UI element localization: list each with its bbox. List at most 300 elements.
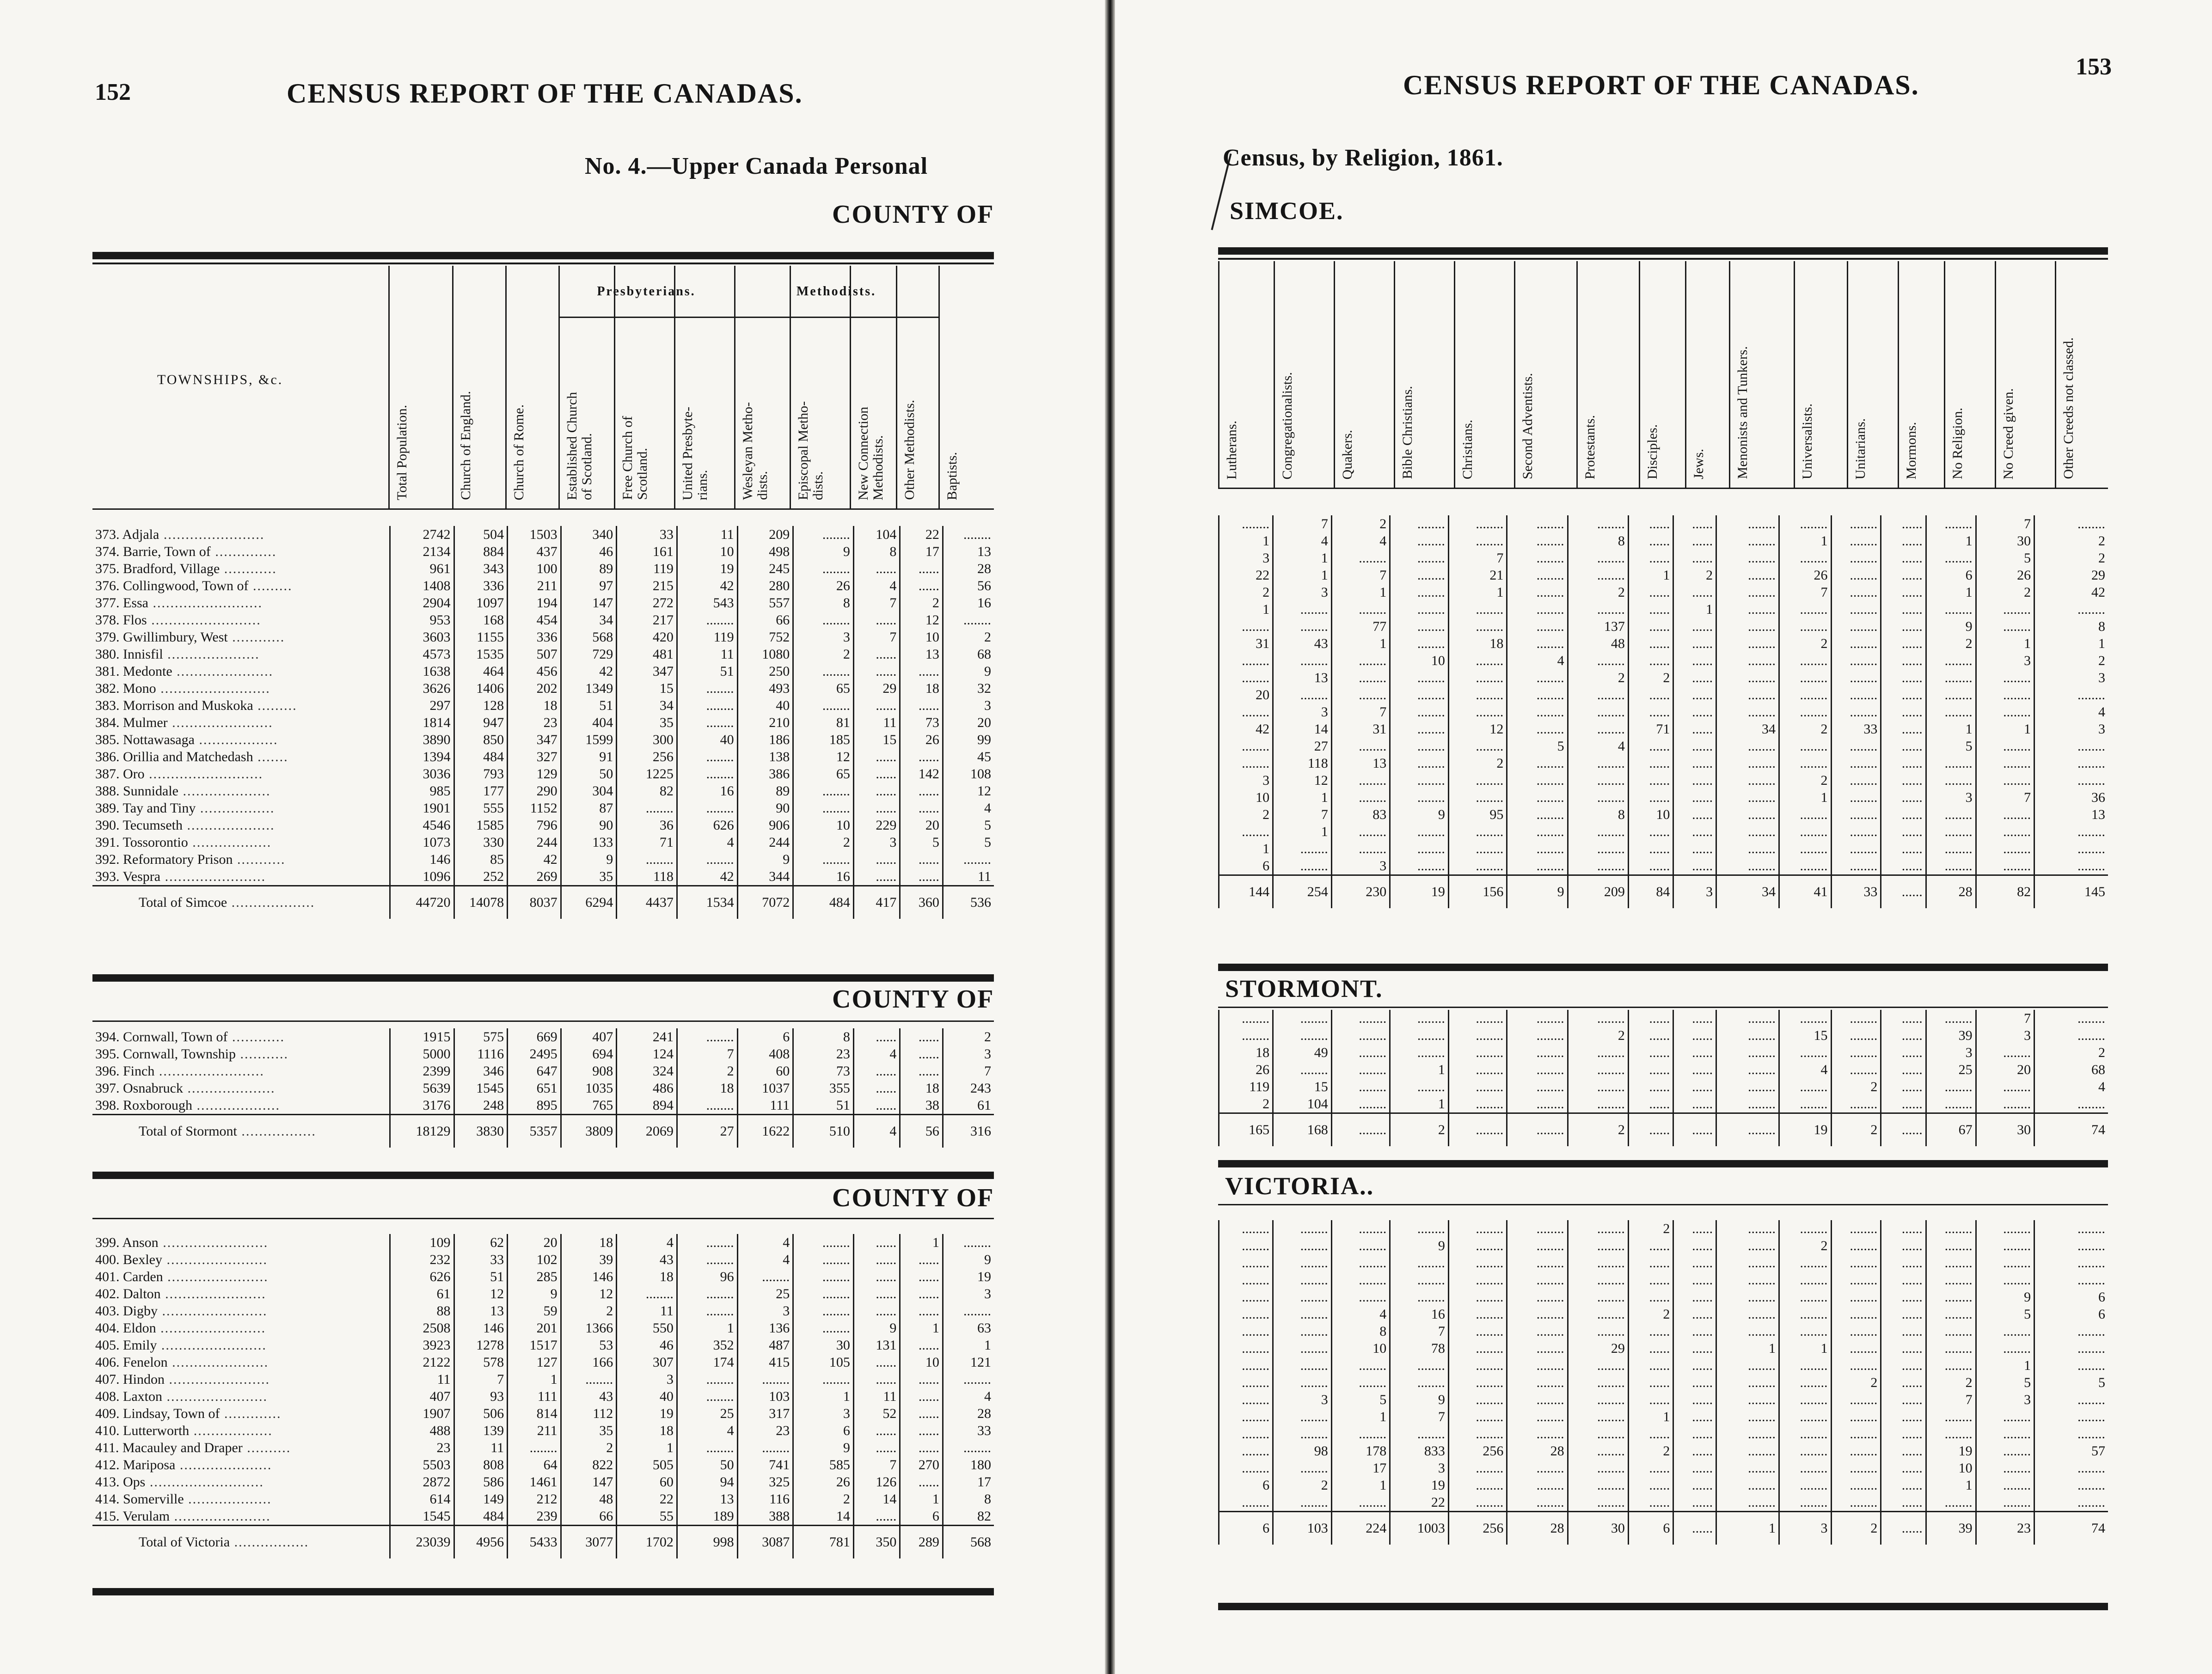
header-bottom-rule-right bbox=[1218, 488, 2108, 489]
table-row bbox=[1219, 823, 2108, 840]
township-name-text: 400. Bexley bbox=[95, 1252, 162, 1267]
cell-value: ...... bbox=[853, 1063, 900, 1080]
cell-value: 105 bbox=[793, 1354, 854, 1371]
cell-value: 1 bbox=[1976, 1357, 2034, 1374]
column-header: Episcopal Metho- dists. bbox=[796, 401, 826, 500]
cell-value: 498 bbox=[737, 543, 793, 560]
cell-value: 22 bbox=[1219, 567, 1273, 584]
cell-value: ........ bbox=[1779, 1306, 1831, 1323]
cell-value: ........ bbox=[677, 1302, 737, 1320]
cell-value: ........ bbox=[1507, 1460, 1568, 1477]
cell-value: 2 bbox=[2034, 652, 2108, 669]
cell-value: 11 bbox=[677, 526, 737, 543]
cell-value: 6 bbox=[900, 1508, 943, 1526]
cell-value: 614 bbox=[390, 1491, 454, 1508]
header-column-divider bbox=[388, 266, 390, 508]
cell-value: 9 bbox=[1926, 618, 1976, 635]
cell-value: 3 bbox=[1976, 1027, 2034, 1044]
cell-value: 404 bbox=[561, 714, 617, 731]
cell-value: 20 bbox=[943, 714, 994, 731]
cell-value: ........ bbox=[1568, 1408, 1628, 1425]
cell-value: ........ bbox=[1568, 1323, 1628, 1340]
cell-value: ........ bbox=[1568, 515, 1628, 532]
cell-value: 112 bbox=[561, 1405, 617, 1422]
cell-value: ...... bbox=[1881, 721, 1926, 738]
table-row bbox=[1219, 1027, 2108, 1044]
cell-value: 481 bbox=[617, 646, 677, 663]
cell-value: ........ bbox=[1448, 1254, 1507, 1271]
cell-value: 555 bbox=[454, 800, 508, 817]
cell-value: ........ bbox=[1507, 840, 1568, 857]
cell-value: 129 bbox=[508, 765, 561, 782]
header-column-divider bbox=[1639, 261, 1640, 488]
cell-value: 437 bbox=[508, 543, 561, 560]
table-row bbox=[1219, 515, 2108, 532]
cell-value: 14 bbox=[1273, 721, 1332, 738]
township-name bbox=[92, 1234, 390, 1251]
cell-value: ........ bbox=[1507, 669, 1568, 686]
table-row bbox=[1219, 686, 2108, 703]
cell-value: 82 bbox=[617, 782, 677, 800]
cell-value: 2 bbox=[1568, 669, 1628, 686]
header-column-divider bbox=[1394, 261, 1395, 488]
cell-value: ...... bbox=[1673, 1357, 1716, 1374]
cell-value: ........ bbox=[1390, 584, 1449, 601]
cell-value: ........ bbox=[1219, 1323, 1273, 1340]
cell-value: 4956 bbox=[454, 1526, 508, 1559]
cell-value: 504 bbox=[454, 526, 508, 543]
column-header: Lutherans. bbox=[1224, 420, 1239, 479]
cell-value: 12 bbox=[1448, 721, 1507, 738]
cell-value: ........ bbox=[1219, 1425, 1273, 1442]
cell-value: ........ bbox=[1219, 1374, 1273, 1391]
cell-value: 7 bbox=[454, 1371, 508, 1388]
cell-value: ........ bbox=[1779, 1494, 1831, 1512]
cell-value: 280 bbox=[737, 577, 793, 594]
cell-value: 1 bbox=[1716, 1512, 1779, 1545]
cell-value: ........ bbox=[677, 1028, 737, 1045]
cell-value: 5 bbox=[1926, 738, 1976, 755]
cell-value: 29 bbox=[1568, 1340, 1628, 1357]
cell-value: 289 bbox=[900, 1526, 943, 1559]
cell-value: 16 bbox=[677, 782, 737, 800]
cell-value: ........ bbox=[677, 800, 737, 817]
table-row bbox=[1219, 1289, 2108, 1306]
cell-value: ...... bbox=[853, 1508, 900, 1526]
cell-value: 22 bbox=[1390, 1494, 1449, 1512]
cell-value: ........ bbox=[1507, 1425, 1568, 1442]
cell-value: ........ bbox=[1390, 703, 1449, 721]
cell-value: 3 bbox=[1390, 1460, 1449, 1477]
cell-value: ........ bbox=[1448, 1408, 1507, 1425]
cell-value: ........ bbox=[793, 560, 854, 577]
cell-value: 1278 bbox=[454, 1337, 508, 1354]
cell-value: ........ bbox=[1219, 823, 1273, 840]
cell-value: 4573 bbox=[390, 646, 454, 663]
county-label-stormont: COUNTY OF bbox=[832, 985, 994, 1014]
cell-value: 116 bbox=[737, 1491, 793, 1508]
cell-value: 360 bbox=[900, 886, 943, 919]
cell-value: 25 bbox=[737, 1285, 793, 1302]
cell-value: ...... bbox=[1881, 857, 1926, 875]
cell-value: ...... bbox=[1881, 618, 1926, 635]
cell-value: ........ bbox=[677, 1234, 737, 1251]
cell-value: ...... bbox=[1881, 1113, 1926, 1147]
cell-value: 138 bbox=[737, 748, 793, 765]
table-row bbox=[92, 1337, 994, 1354]
cell-value: ........ bbox=[1831, 567, 1881, 584]
cell-value: 35 bbox=[561, 868, 617, 886]
header-column-divider bbox=[1847, 261, 1848, 488]
cell-value: 1545 bbox=[454, 1080, 508, 1097]
cell-value: ...... bbox=[853, 1302, 900, 1320]
township-name-text: 389. Tay and Tiny bbox=[95, 800, 196, 816]
cell-value: ........ bbox=[1716, 584, 1779, 601]
cell-value: 2 bbox=[900, 594, 943, 611]
cell-value: 62 bbox=[454, 1234, 508, 1251]
township-name bbox=[92, 765, 390, 782]
cell-value: 488 bbox=[390, 1422, 454, 1439]
cell-value: ...... bbox=[900, 1422, 943, 1439]
township-name bbox=[92, 851, 390, 868]
cell-value: 2 bbox=[2034, 550, 2108, 567]
township-name-text: 375. Bradford, Village bbox=[95, 561, 220, 576]
cell-value: ........ bbox=[1926, 1289, 1976, 1306]
cell-value: ...... bbox=[1673, 1323, 1716, 1340]
cell-value: ........ bbox=[1779, 1044, 1831, 1061]
cell-value: ........ bbox=[1976, 823, 2034, 840]
cell-value: 8 bbox=[1331, 1323, 1390, 1340]
cell-value: ........ bbox=[1390, 789, 1449, 806]
cell-value: 23 bbox=[737, 1422, 793, 1439]
cell-value: ........ bbox=[1831, 857, 1881, 875]
cell-value: ........ bbox=[1507, 584, 1568, 601]
cell-value: ........ bbox=[617, 851, 677, 868]
table-row bbox=[92, 646, 994, 663]
cell-value: ...... bbox=[1628, 1357, 1673, 1374]
cell-value: ........ bbox=[1448, 686, 1507, 703]
header-column-divider bbox=[850, 266, 851, 508]
cell-value: 3 bbox=[793, 629, 854, 646]
township-name bbox=[92, 1097, 390, 1115]
cell-value: ...... bbox=[1881, 789, 1926, 806]
cell-value: 177 bbox=[454, 782, 508, 800]
cell-value: 13 bbox=[454, 1302, 508, 1320]
header-bottom-rule bbox=[92, 508, 994, 510]
leader-dots: ....................... bbox=[167, 715, 273, 730]
cell-value: ........ bbox=[1976, 1323, 2034, 1340]
cell-value: 28 bbox=[1926, 875, 1976, 909]
cell-value: ........ bbox=[1331, 1061, 1390, 1078]
cell-value: ........ bbox=[1273, 1289, 1332, 1306]
township-name bbox=[92, 1526, 390, 1559]
cell-value: ........ bbox=[2034, 1494, 2108, 1512]
cell-value: ........ bbox=[2034, 1477, 2108, 1494]
cell-value: ........ bbox=[1976, 857, 2034, 875]
leader-dots: ............ bbox=[227, 629, 285, 645]
cell-value: ........ bbox=[1507, 823, 1568, 840]
township-name-text: 409. Lindsay, Town of bbox=[95, 1406, 220, 1421]
cell-value: ...... bbox=[1628, 601, 1673, 618]
cell-value: ...... bbox=[853, 1439, 900, 1456]
cell-value: 16 bbox=[793, 868, 854, 886]
cell-value: 13 bbox=[2034, 806, 2108, 823]
cell-value: ........ bbox=[1779, 1477, 1831, 1494]
cell-value: 99 bbox=[943, 731, 994, 748]
cell-value: ........ bbox=[1779, 857, 1831, 875]
cell-value: 7 bbox=[1976, 1010, 2034, 1027]
top-rule-right bbox=[1218, 247, 2108, 255]
cell-value: 1 bbox=[1331, 1408, 1390, 1425]
cell-value: ...... bbox=[1673, 806, 1716, 823]
leader-dots: ....................... bbox=[159, 527, 265, 542]
cell-value: 1814 bbox=[390, 714, 454, 731]
cell-value: ...... bbox=[1673, 755, 1716, 772]
cell-value: 2 bbox=[677, 1063, 737, 1080]
cell-value: 4 bbox=[677, 834, 737, 851]
cell-value: 11 bbox=[853, 1388, 900, 1405]
column-header: Disciples. bbox=[1645, 424, 1660, 479]
total-row bbox=[1219, 1512, 2108, 1545]
cell-value: ........ bbox=[1219, 1010, 1273, 1027]
group-underline bbox=[734, 317, 938, 318]
column-header: Wesleyan Metho- dists. bbox=[740, 402, 770, 500]
township-name bbox=[92, 1473, 390, 1491]
township-name bbox=[92, 1268, 390, 1285]
cell-value: ........ bbox=[1507, 1477, 1568, 1494]
cell-value: 6 bbox=[1219, 1512, 1273, 1545]
cell-value: 3077 bbox=[561, 1526, 617, 1559]
cell-value: ........ bbox=[1976, 806, 2034, 823]
cell-value: ........ bbox=[1716, 1044, 1779, 1061]
cell-value: ........ bbox=[1926, 703, 1976, 721]
cell-value: ...... bbox=[853, 1268, 900, 1285]
cell-value: ........ bbox=[1219, 1340, 1273, 1357]
cell-value: 1 bbox=[1976, 721, 2034, 738]
cell-value: 3603 bbox=[390, 629, 454, 646]
cell-value: ........ bbox=[1831, 1254, 1881, 1271]
page-number-left: 152 bbox=[95, 79, 131, 105]
township-name-text: 394. Cornwall, Town of bbox=[95, 1029, 228, 1045]
township-name bbox=[92, 611, 390, 629]
table-row bbox=[1219, 652, 2108, 669]
cell-value: 2 bbox=[1628, 1442, 1673, 1460]
cell-value: 88 bbox=[390, 1302, 454, 1320]
cell-value: 51 bbox=[454, 1268, 508, 1285]
cell-value: ........ bbox=[1716, 1254, 1779, 1271]
table-row bbox=[92, 1371, 994, 1388]
cell-value: 256 bbox=[1448, 1512, 1507, 1545]
cell-value: 10 bbox=[677, 543, 737, 560]
cell-value: 8 bbox=[2034, 618, 2108, 635]
cell-value: ...... bbox=[1673, 1477, 1716, 1494]
cell-value: 46 bbox=[561, 543, 617, 560]
cell-value: ........ bbox=[1507, 1061, 1568, 1078]
cell-value: 7 bbox=[1448, 550, 1507, 567]
cell-value: ........ bbox=[1219, 1220, 1273, 1237]
township-name bbox=[92, 1302, 390, 1320]
leader-dots: ........................ bbox=[156, 1320, 266, 1336]
cell-value: 2 bbox=[2034, 1044, 2108, 1061]
cell-value: 104 bbox=[853, 526, 900, 543]
cell-value: ........ bbox=[1831, 618, 1881, 635]
cell-value: ........ bbox=[1716, 1477, 1779, 1494]
cell-value: 2 bbox=[1219, 1095, 1273, 1113]
cell-value: 543 bbox=[677, 594, 737, 611]
cell-value: 752 bbox=[737, 629, 793, 646]
cell-value: ...... bbox=[900, 560, 943, 577]
cell-value: ........ bbox=[1273, 1220, 1332, 1237]
cell-value: 3 bbox=[1926, 789, 1976, 806]
cell-value: ........ bbox=[1976, 1442, 2034, 1460]
cell-value: 1 bbox=[677, 1320, 737, 1337]
table-title-right: Census, by Religion, 1861. bbox=[1223, 145, 1503, 171]
cell-value: ........ bbox=[1831, 1460, 1881, 1477]
cell-value: ........ bbox=[1507, 1340, 1568, 1357]
cell-value: ........ bbox=[1273, 1237, 1332, 1254]
cell-value: 21 bbox=[1448, 567, 1507, 584]
cell-value: ........ bbox=[1568, 1254, 1628, 1271]
cell-value: ........ bbox=[1331, 686, 1390, 703]
cell-value: 1225 bbox=[617, 765, 677, 782]
cell-value: 4 bbox=[853, 1115, 900, 1148]
cell-value: ........ bbox=[1273, 1027, 1332, 1044]
cell-value: 4 bbox=[943, 800, 994, 817]
table-row bbox=[92, 1405, 994, 1422]
cell-value: ...... bbox=[1628, 1374, 1673, 1391]
cell-value: 1 bbox=[943, 1337, 994, 1354]
cell-value: ...... bbox=[1881, 635, 1926, 652]
victoria-top-rule-right bbox=[1218, 1204, 2108, 1205]
cell-value: ........ bbox=[1448, 1095, 1507, 1113]
table-row bbox=[92, 1302, 994, 1320]
cell-value: ...... bbox=[853, 663, 900, 680]
cell-value: 464 bbox=[454, 663, 508, 680]
cell-value: ........ bbox=[1448, 789, 1507, 806]
cell-value: ........ bbox=[1273, 1425, 1332, 1442]
cell-value: 42 bbox=[508, 851, 561, 868]
cell-value: 1 bbox=[1219, 840, 1273, 857]
cell-value: ...... bbox=[1881, 1477, 1926, 1494]
cell-value: ........ bbox=[1273, 1010, 1332, 1027]
township-name bbox=[92, 1439, 390, 1456]
cell-value: ...... bbox=[853, 560, 900, 577]
cell-value: ...... bbox=[1673, 1254, 1716, 1271]
cell-value: 20 bbox=[900, 817, 943, 834]
cell-value: ........ bbox=[1507, 515, 1568, 532]
cell-value: 2 bbox=[1273, 1477, 1332, 1494]
cell-value: 42 bbox=[677, 577, 737, 594]
cell-value: ........ bbox=[1507, 703, 1568, 721]
cell-value: 11 bbox=[617, 1302, 677, 1320]
cell-value: ........ bbox=[1219, 1271, 1273, 1289]
cell-value: ........ bbox=[1568, 1357, 1628, 1374]
cell-value: ........ bbox=[1716, 1306, 1779, 1323]
cell-value: ........ bbox=[1390, 1357, 1449, 1374]
cell-value: 3 bbox=[793, 1405, 854, 1422]
leader-dots: ........... bbox=[233, 852, 286, 867]
cell-value: 34 bbox=[561, 611, 617, 629]
cell-value: ...... bbox=[1628, 635, 1673, 652]
cell-value: ........ bbox=[1507, 721, 1568, 738]
cell-value: 586 bbox=[454, 1473, 508, 1491]
cell-value: 5 bbox=[1976, 1374, 2034, 1391]
cell-value: 23 bbox=[390, 1439, 454, 1456]
cell-value: ........ bbox=[1331, 789, 1390, 806]
cell-value: ........ bbox=[1831, 1095, 1881, 1113]
cell-value: 31 bbox=[1331, 721, 1390, 738]
cell-value: 40 bbox=[617, 1388, 677, 1405]
cell-value: ........ bbox=[1716, 1027, 1779, 1044]
cell-value: ........ bbox=[1331, 823, 1390, 840]
cell-value: ........ bbox=[1926, 755, 1976, 772]
leader-dots: ...................... bbox=[167, 1355, 269, 1370]
cell-value: 209 bbox=[1568, 875, 1628, 909]
simcoe-end-rule bbox=[92, 974, 994, 982]
table-row bbox=[1219, 1460, 2108, 1477]
cell-value: ...... bbox=[900, 868, 943, 886]
cell-value: 1 bbox=[900, 1320, 943, 1337]
cell-value: ........ bbox=[1926, 1271, 1976, 1289]
cell-value: ........ bbox=[1779, 840, 1831, 857]
cell-value: 1534 bbox=[677, 886, 737, 919]
cell-value: ........ bbox=[1926, 669, 1976, 686]
cell-value: ...... bbox=[1881, 1289, 1926, 1306]
cell-value: 9 bbox=[793, 1439, 854, 1456]
cell-value: ........ bbox=[1976, 1078, 2034, 1095]
cell-value: ........ bbox=[1390, 1010, 1449, 1027]
cell-value: 1 bbox=[2034, 635, 2108, 652]
cell-value: ........ bbox=[677, 851, 737, 868]
cell-value: 415 bbox=[737, 1354, 793, 1371]
cell-value: 232 bbox=[390, 1251, 454, 1268]
cell-value: 1 bbox=[793, 1388, 854, 1405]
cell-value: ........ bbox=[1568, 567, 1628, 584]
cell-value: ........ bbox=[1716, 1494, 1779, 1512]
cell-value: 5 bbox=[1507, 738, 1568, 755]
cell-value: 189 bbox=[677, 1508, 737, 1526]
cell-value: ...... bbox=[900, 1371, 943, 1388]
cell-value: ........ bbox=[1926, 1425, 1976, 1442]
cell-value: 8 bbox=[1568, 532, 1628, 550]
township-name-text: 376. Collingwood, Town of bbox=[95, 578, 249, 593]
cell-value: ...... bbox=[1628, 652, 1673, 669]
cell-value: ...... bbox=[853, 611, 900, 629]
cell-value: ........ bbox=[1831, 1477, 1881, 1494]
cell-value: ...... bbox=[1881, 1095, 1926, 1113]
cell-value: ........ bbox=[1926, 772, 1976, 789]
cell-value: ...... bbox=[1673, 1113, 1716, 1147]
cell-value: 961 bbox=[390, 560, 454, 577]
cell-value: 18 bbox=[900, 680, 943, 697]
cell-value: ........ bbox=[1390, 1374, 1449, 1391]
cell-value: ........ bbox=[1448, 1113, 1507, 1147]
cell-value: 146 bbox=[390, 851, 454, 868]
cell-value: ........ bbox=[1716, 703, 1779, 721]
cell-value: ........ bbox=[1390, 840, 1449, 857]
table-row bbox=[1219, 1357, 2108, 1374]
cell-value: ........ bbox=[1976, 1408, 2034, 1425]
cell-value: 48 bbox=[1568, 635, 1628, 652]
cell-value: ...... bbox=[1881, 1323, 1926, 1340]
township-name bbox=[92, 782, 390, 800]
cell-value: ........ bbox=[1390, 1044, 1449, 1061]
leader-dots: ............ bbox=[220, 561, 277, 576]
cell-value: ...... bbox=[1881, 806, 1926, 823]
cell-value: ........ bbox=[677, 680, 737, 697]
cell-value: ........ bbox=[1507, 789, 1568, 806]
table-row bbox=[92, 1388, 994, 1405]
